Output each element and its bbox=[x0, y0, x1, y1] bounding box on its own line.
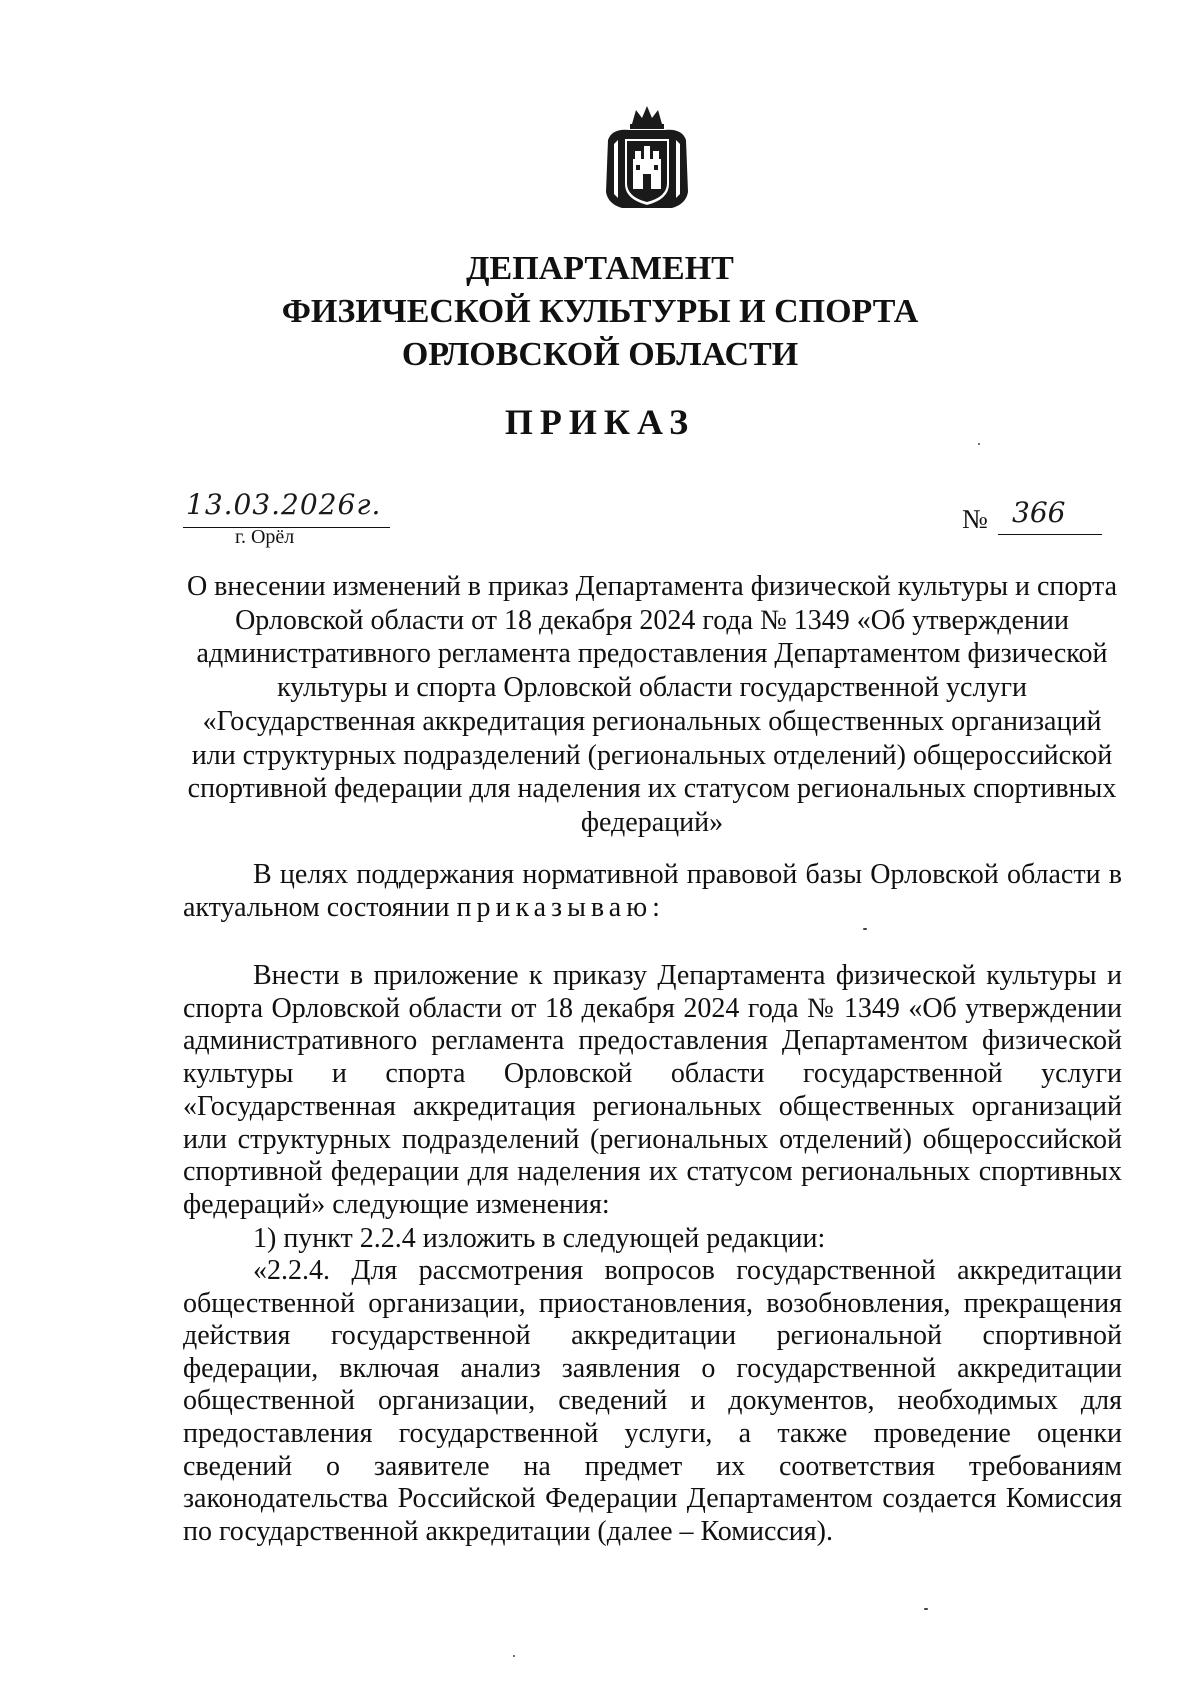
coat-of-arms-icon bbox=[602, 104, 692, 216]
handwritten-order-number: 366 bbox=[1012, 496, 1066, 529]
clause-2-2-4-text: «2.2.4. Для рассмотрения вопросов государственной аккредитации общественной организации, приостановления, возобновления, прекращения действия государственной аккредитации региональной спортивной федерации, включая анализ заявления о государственной аккредитации общественной организации, сведений и документов, необходимых для предоставления государственной услуги, а также проведение оценки сведений о заявителе на предмет их соответствия требованиям законодательства Российской Федерации Департаментом создается Комиссия по государственной аккредитации (далее – Комиссия). bbox=[183, 1255, 1122, 1547]
org-title-line-2: ФИЗИЧЕСКОЙ КУЛЬТУРЫ И СПОРТА bbox=[281, 293, 919, 330]
order-verb: приказываю: bbox=[456, 892, 665, 923]
scan-speck bbox=[863, 928, 867, 930]
scan-speck bbox=[513, 1655, 515, 1657]
org-title-line-3: ОРЛОВСКОЙ ОБЛАСТИ bbox=[401, 336, 799, 373]
scan-speck bbox=[924, 1608, 928, 1610]
scan-speck bbox=[978, 443, 980, 445]
number-underline bbox=[998, 534, 1102, 535]
handwritten-date: 13.03.2026г. bbox=[186, 488, 382, 521]
number-sign: № bbox=[962, 504, 988, 534]
org-title-line-1: ДЕПАРТАМЕНТ bbox=[466, 250, 734, 287]
purpose-paragraph bbox=[183, 858, 1122, 924]
document-type-title: ПРИКАЗ bbox=[504, 402, 696, 442]
city-label: г. Орёл bbox=[235, 526, 295, 548]
purpose-text: В целях поддержания нормативной правовой базы Орловской области в актуальном состоянии bbox=[183, 859, 1122, 923]
order-subject: О внесении изменений в приказ Департамента физической культуры и спорта Орловской области от 18 декабря 2024 года № 1349 «Об утверждении административного регламента предоставления Департаментом физической культуры и спорта Орловской области государственной услуги «Государственная аккредитация региональных общественных организаций или структурных подразделений (региональных отделений) общероссийской спортивной федерации для наделения их статусом региональных спортивных федераций» bbox=[186, 571, 1118, 838]
amendment-item-1: 1) пункт 2.2.4 изложить в следующей редакции: bbox=[253, 1223, 826, 1254]
amendment-paragraph: Внести в приложение к приказу Департамента физической культуры и спорта Орловской области от 18 декабря 2024 года № 1349 «Об утверждении административного регламента предоставления Департаментом физической культуры и спорта Орловской области государственной услуги «Государственная аккредитация региональных общественных организаций или структурных подразделений (региональных отделений) общероссийской спортивной федерации для наделения их статусом региональных спортивных федераций» следующие изменения: bbox=[183, 960, 1122, 1220]
